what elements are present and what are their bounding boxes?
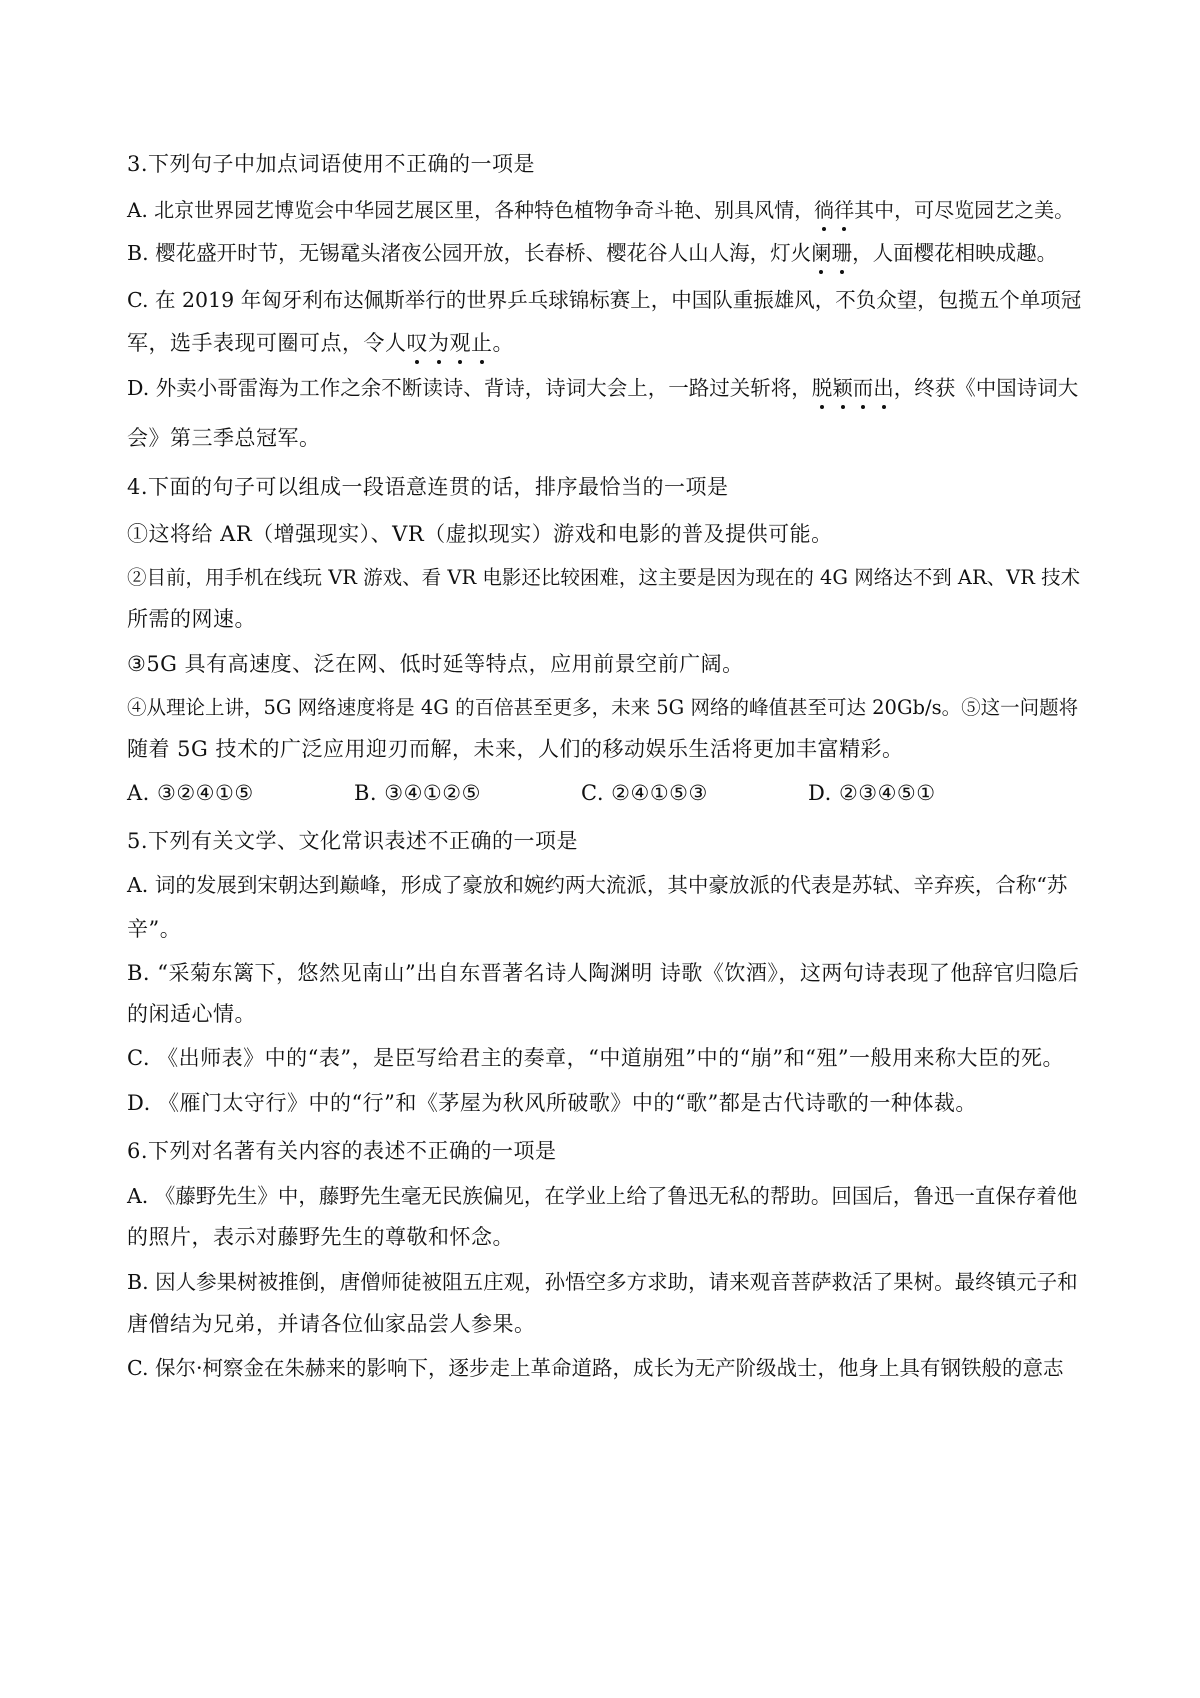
question-5-option-d: D. 《雁门太守行》中的“行”和《茅屋为秋风所破歌》中的“歌”都是古代诗歌的一种体裁。 — [127, 1091, 977, 1115]
emphasis-dot-char: 叹 — [407, 328, 429, 358]
question-4-option-c: C. ②④①⑤③ — [581, 781, 708, 805]
emphasis-dot-char: 颖 — [832, 373, 853, 403]
question-5-option-c: C. 《出师表》中的“表”，是臣写给君主的奏章，“中道崩殂”中的“崩”和“殂”一般用来称大臣的死。 — [127, 1046, 1065, 1070]
question-6-option-b-line1: B. 因人参果树被推倒，唐僧师徒被阻五庄观，孙悟空多方求助，请来观音菩萨救活了果树。最终镇元子和 — [127, 1270, 1078, 1294]
question-6-option-a-line1: A. 《藤野先生》中，藤野先生毫无民族偏见，在学业上给了鲁迅无私的帮助。回国后，鲁迅一直保存着他 — [127, 1184, 1078, 1208]
question-5-option-b-line1: B. “采菊东篱下，悠然见南山”出自东晋著名诗人陶渊明 诗歌《饮酒》，这两句诗表现了他辞官归隐后 — [127, 961, 1080, 985]
question-4-sentence-4-line2: 随着 5G 技术的广泛应用迎刃而解，未来，人们的移动娱乐生活将更加丰富精彩。 — [127, 737, 904, 761]
question-6-option-c-line1: C. 保尔·柯察金在朱赫来的影响下，逐步走上革命道路，成长为无产阶级战士，他身上具有钢铁般的意志 — [127, 1356, 1064, 1380]
question-5-title: 5.下列有关文学、文化常识表述不正确的一项是 — [127, 829, 579, 853]
question-4-sentence-1: ①这将给 AR（增强现实）、VR（虚拟现实）游戏和电影的普及提供可能。 — [127, 522, 833, 546]
question-3-option-d-line1: D. 外卖小哥雷海为工作之余不断读诗、背诗，诗词大会上，一路过关斩将，脱颖而出，终获《中国诗词大 — [127, 373, 1087, 403]
emphasis-dot-char: 而 — [853, 373, 874, 403]
emphasis-dot-char: 观 — [450, 328, 472, 358]
emphasis-dot-char: 为 — [428, 328, 450, 358]
question-5-option-a-line2: 辛”。 — [127, 917, 182, 941]
question-6-option-b-line2: 唐僧结为兄弟，并请各位仙家品尝人参果。 — [127, 1312, 536, 1336]
emphasis-dot-char: 徜 — [814, 195, 834, 225]
question-3-option-d-line2: 会》第三季总冠军。 — [127, 426, 321, 450]
emphasis-dot-char: 阑 — [811, 238, 832, 268]
question-4-option-a: A. ③②④①⑤ — [127, 781, 254, 805]
question-6-title: 6.下列对名著有关内容的表述不正确的一项是 — [127, 1139, 557, 1163]
emphasis-dot-char: 珊 — [832, 238, 853, 268]
question-4-sentence-4-line1: ④从理论上讲，5G 网络速度将是 4G 的百倍甚至更多，未来 5G 网络的峰值甚至可达 20Gb/s。⑤这一问题将 — [127, 696, 1079, 719]
emphasis-dot-char: 徉 — [834, 195, 854, 225]
question-4-title: 4.下面的句子可以组成一段语意连贯的话，排序最恰当的一项是 — [127, 475, 729, 499]
question-3-title: 3.下列句子中加点词语使用不正确的一项是 — [127, 152, 536, 176]
question-3-option-b: B. 樱花盛开时节，无锡鼋头渚夜公园开放，长春桥、樱花谷人山人海，灯火阑珊，人面樱花相映成趣。 — [127, 238, 1087, 268]
emphasis-dot-char: 出 — [873, 373, 894, 403]
question-3-option-a: A. 北京世界园艺博览会中华园艺展区里，各种特色植物争奇斗艳、别具风情，徜徉其中，可尽览园艺之美。 — [127, 195, 1087, 225]
question-4-option-d: D. ②③④⑤① — [808, 781, 936, 805]
emphasis-dot-char: 止 — [471, 328, 493, 358]
question-5-option-b-line2: 的闲适心情。 — [127, 1002, 256, 1026]
question-5-option-a-line1: A. 词的发展到宋朝达到巅峰，形成了豪放和婉约两大流派，其中豪放派的代表是苏轼、辛弃疾，合称“苏 — [127, 873, 1068, 897]
question-4-option-b: B. ③④①②⑤ — [354, 781, 481, 805]
question-6-option-a-line2: 的照片，表示对藤野先生的尊敬和怀念。 — [127, 1225, 514, 1249]
question-4-sentence-2-line2: 所需的网速。 — [127, 607, 256, 631]
question-4-sentence-2-line1: ②目前，用手机在线玩 VR 游戏、看 VR 电影还比较困难，这主要是因为现在的 4G 网络达不到 AR、VR 技术 — [127, 566, 1081, 589]
question-3-option-c-line2: 军，选手表现可圈可点，令人叹为观止。 — [127, 328, 1087, 358]
emphasis-dot-char: 脱 — [812, 373, 833, 403]
question-3-option-c-line1: C. 在 2019 年匈牙利布达佩斯举行的世界乒乓球锦标赛上，中国队重振雄风，不负众望，包揽五个单项冠 — [127, 288, 1082, 312]
question-4-sentence-3: ③5G 具有高速度、泛在网、低时延等特点，应用前景空前广阔。 — [127, 652, 744, 676]
